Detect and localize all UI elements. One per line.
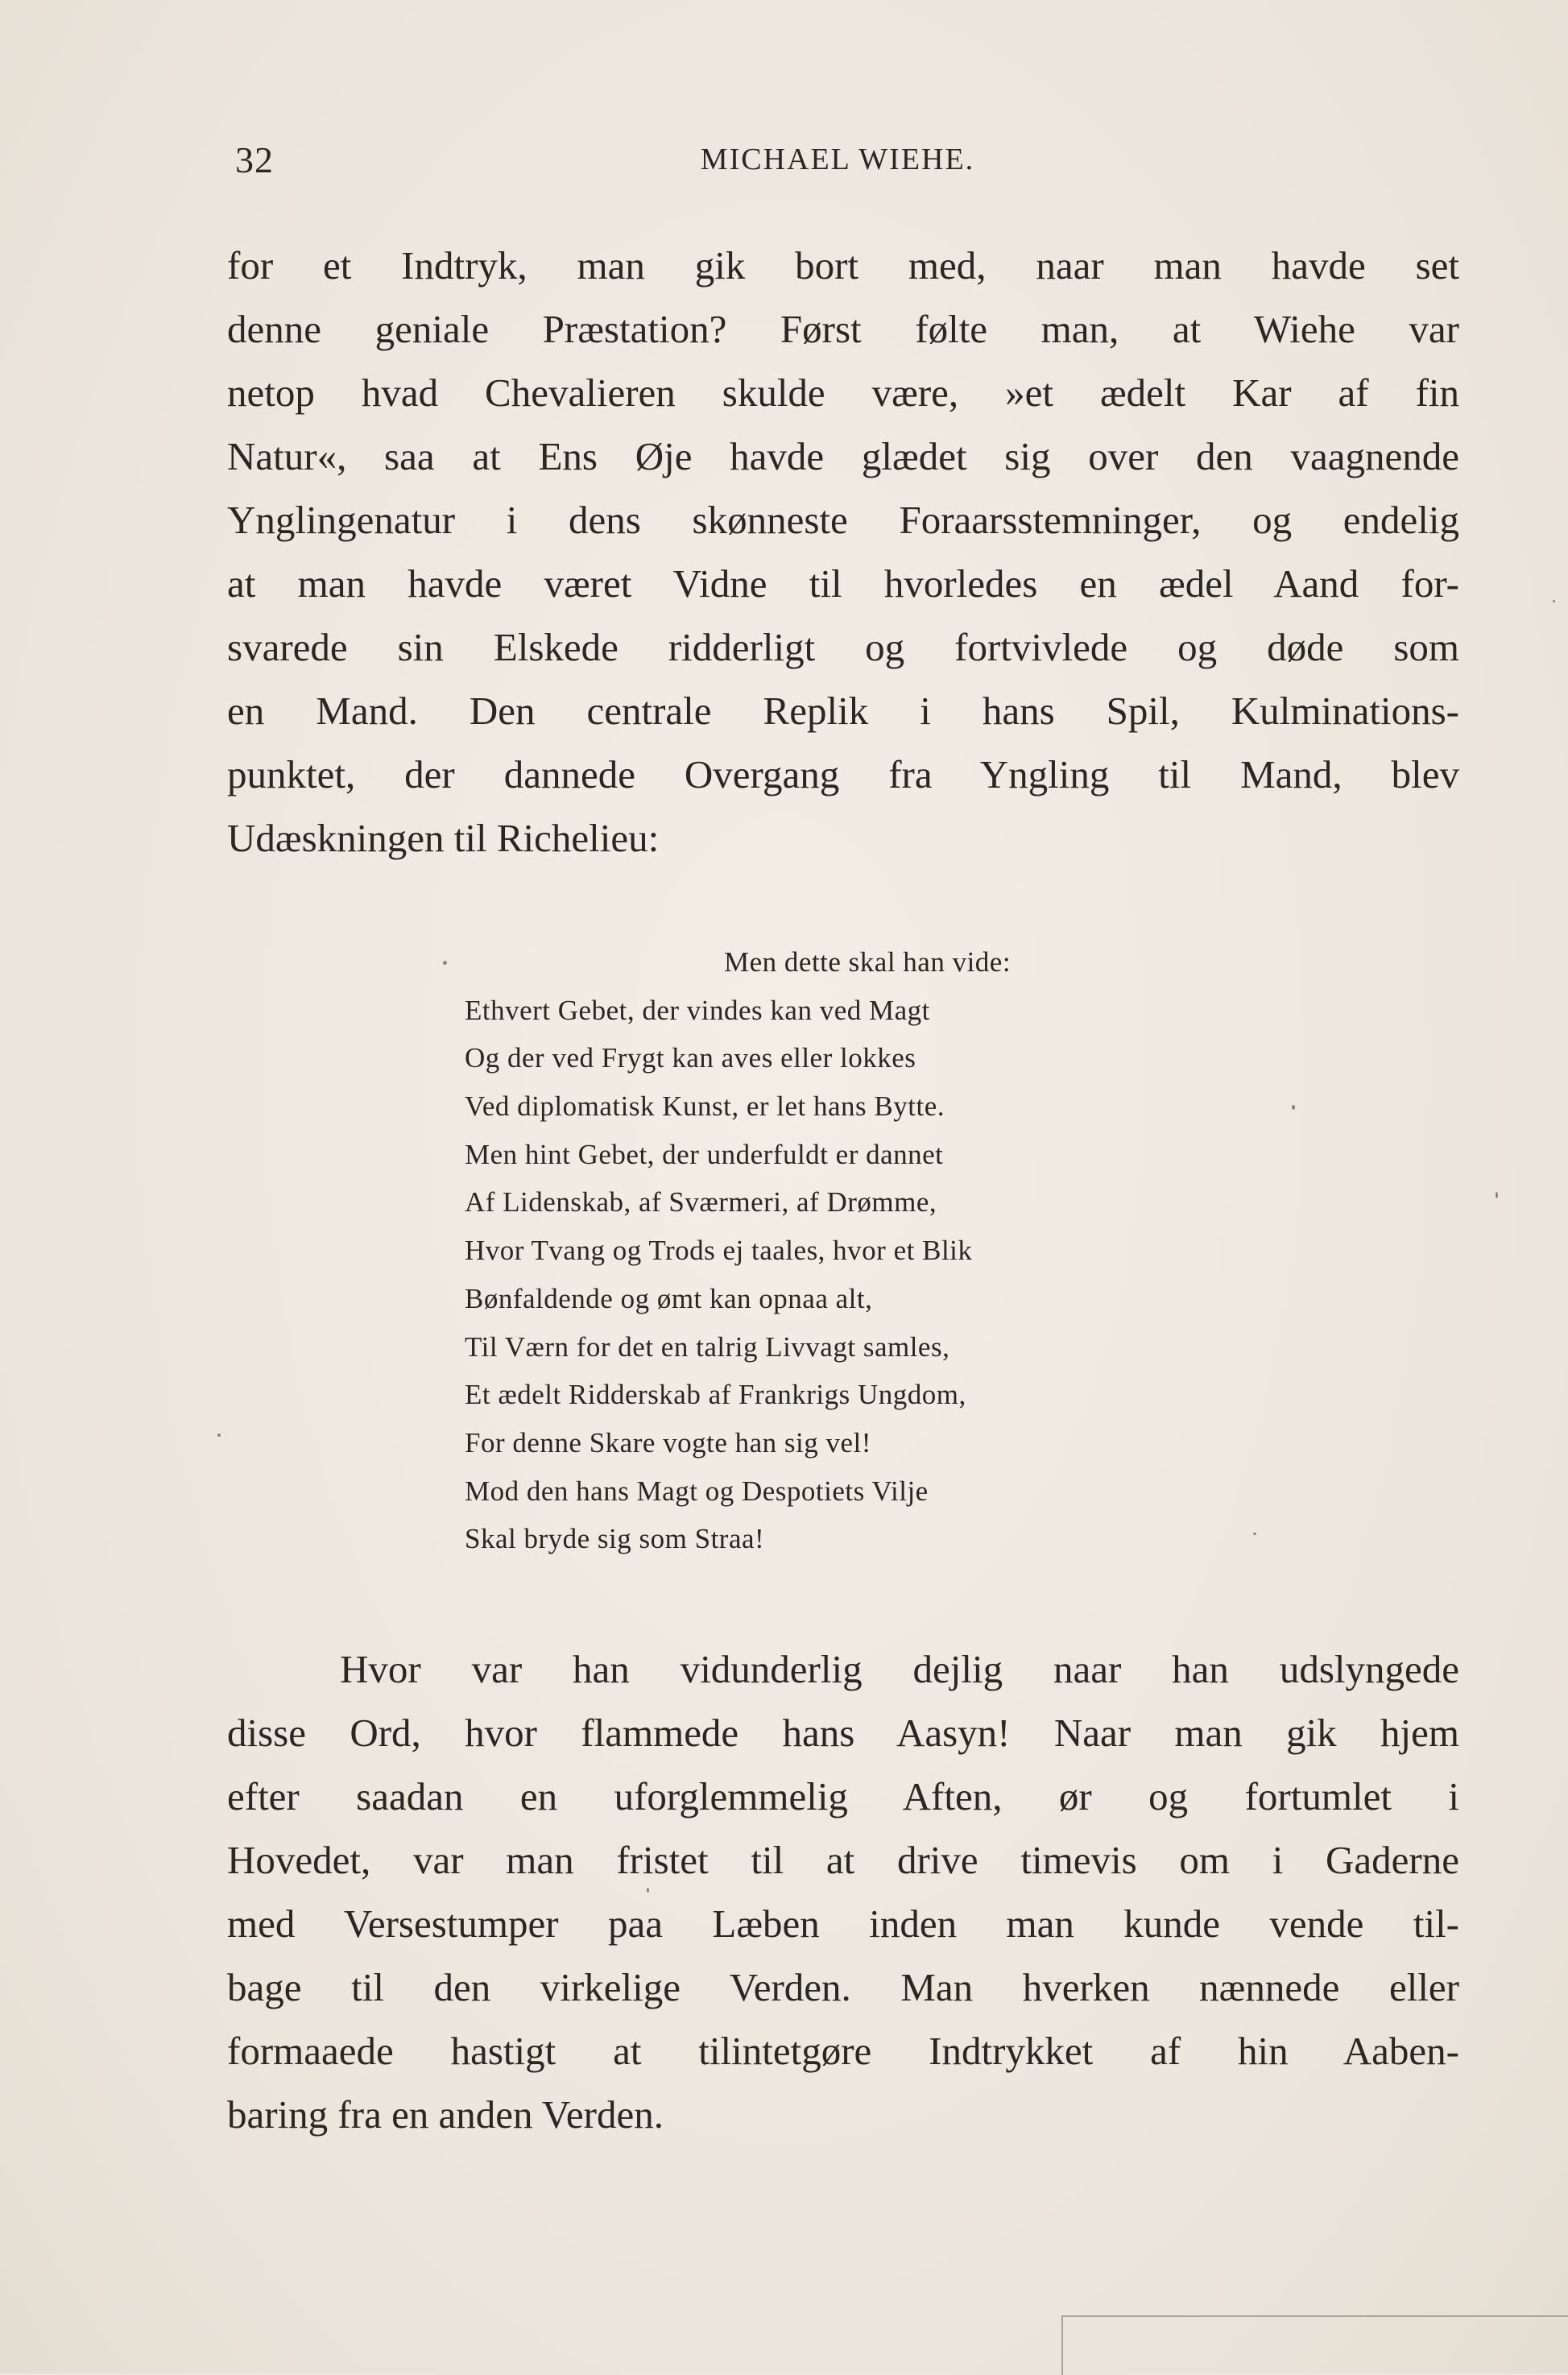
text-line: denne geniale Præstation? Først følte man, at Wiehe var <box>227 307 1459 351</box>
verse-line: Til Værn for det en talrig Livvagt samles, <box>465 1330 950 1363</box>
verse-line: For denne Skare vogte han sig vel! <box>465 1426 871 1459</box>
verse-line: Og der ved Frygt kan aves eller lokkes <box>465 1042 916 1074</box>
text-line: punktet, der dannede Overgang fra Yngling til Mand, blev <box>227 752 1459 796</box>
page-header <box>225 135 1450 184</box>
text-line: Udæskningen til Richelieu: <box>227 816 660 860</box>
paper-speck <box>1496 1192 1498 1198</box>
text-line: en Mand. Den centrale Replik i hans Spil, Kulminations- <box>227 689 1459 733</box>
text-line: for et Indtryk, man gik bort med, naar man havde set <box>227 243 1459 288</box>
verse-line: Men hint Gebet, der underfuldt er dannet <box>465 1138 944 1170</box>
paper-speck <box>1253 1533 1256 1535</box>
text-line: disse Ord, hvor flammede hans Aasyn! Naar man gik hjem <box>227 1711 1459 1755</box>
text-line: baring fra en anden Verden. <box>227 2092 664 2137</box>
verse-quotation <box>465 938 1222 1563</box>
text-line: med Versestumper paa Læben inden man kunde vende til- <box>227 1901 1459 1946</box>
verse-line: Men dette skal han vide: <box>724 946 1012 978</box>
paper-speck <box>647 1888 649 1893</box>
running-head: MICHAEL WIEHE. <box>700 143 975 176</box>
text-line: Ynglingenatur i dens skønneste Foraarsstemninger, og endelig <box>227 498 1459 542</box>
verse-line: Af Lidenskab, af Sværmeri, af Drømme, <box>465 1186 937 1219</box>
paper-speck <box>1292 1105 1295 1110</box>
text-line: at man havde været Vidne til hvorledes en ædel Aand for- <box>227 561 1459 606</box>
paper-speck <box>217 1434 221 1437</box>
page-number: 32 <box>235 139 274 180</box>
verse-line: Ved diplomatisk Kunst, er let hans Bytte. <box>465 1090 945 1123</box>
text-line: Hvor var han vidunderlig dejlig naar han udslyngede <box>340 1647 1459 1691</box>
text-line: efter saadan en uforglemmelig Aften, ør og fortumlet i <box>227 1774 1459 1818</box>
page-corner-mark <box>1061 2315 1568 2375</box>
verse-line: Bønfaldende og ømt kan opnaa alt, <box>465 1282 873 1314</box>
verse-line: Mod den hans Magt og Despotiets Vilje <box>465 1475 929 1507</box>
paragraph-1 <box>227 234 1459 870</box>
text-line: netop hvad Chevalieren skulde være, »et ædelt Kar af fin <box>227 370 1459 415</box>
text-line: Natur«, saa at Ens Øje havde glædet sig over den vaagnende <box>227 434 1459 478</box>
verse-line: Hvor Tvang og Trods ej taales, hvor et Blik <box>465 1235 973 1267</box>
verse-line: Et ædelt Ridderskab af Frankrigs Ungdom, <box>465 1379 966 1411</box>
paper-speck <box>1553 600 1555 602</box>
text-line: Hovedet, var man fristet til at drive timevis om i Gaderne <box>227 1838 1459 1882</box>
verse-line: Ethvert Gebet, der vindes kan ved Magt <box>465 994 930 1026</box>
text-line: bage til den virkelige Verden. Man hverken nænnede eller <box>227 1965 1459 2009</box>
text-line: svarede sin Elskede ridderligt og fortvivlede og døde som <box>227 625 1459 669</box>
paragraph-2 <box>227 1637 1459 2146</box>
text-line: formaaede hastigt at tilintetgøre Indtrykket af hin Aaben- <box>227 2029 1459 2073</box>
paper-speck <box>443 961 447 965</box>
verse-line: Skal bryde sig som Straa! <box>465 1523 765 1555</box>
